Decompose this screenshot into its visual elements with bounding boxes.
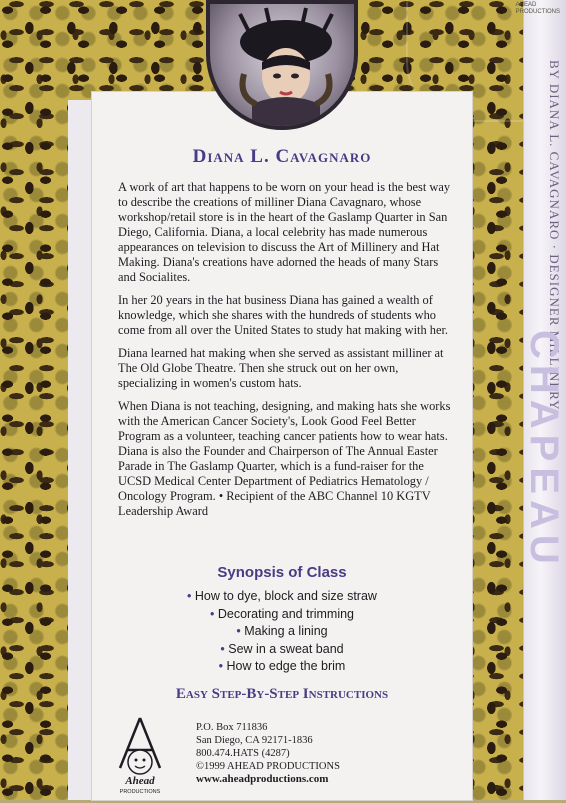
logo-icon <box>112 716 168 798</box>
copyright: ©1999 AHEAD PRODUCTIONS <box>196 761 340 772</box>
left-strip <box>68 100 92 800</box>
synopsis-list <box>92 588 472 676</box>
spine-big-title: CHAPEAU <box>522 330 566 570</box>
spine-corner-label: AHEAD PRODUCTIONS <box>515 2 560 15</box>
bio-paragraph: When Diana is not teaching, designing, and making hats she works with the American Cancer Society's, Look Good Feel Better Program as a volunteer, teaching cancer patients how to wear hats. Diana is also the Founder and Chairperson of The Annual Easter Parade in The Gaslamp Quarter, which is a fund-raiser for the UCSD Medical Center Department of Pediatrics Hematology / Oncology Program. • Recipient of the ABC Channel 10 KGTV Leadership Award <box>118 399 451 518</box>
spine-title: BY DIANA L. CAVAGNARO · DESIGNER MILLINERY <box>547 60 562 411</box>
synopsis-item: • How to edge the brim <box>92 658 472 676</box>
page-title: Diana L. Cavagnaro <box>192 146 372 167</box>
po-box: P.O. Box 711836 <box>196 722 268 733</box>
contact-info <box>196 721 456 786</box>
portrait-photo <box>206 0 358 130</box>
city-line: San Diego, CA 92171-1836 <box>196 735 313 746</box>
synopsis-item: • How to dye, block and size straw <box>92 588 472 606</box>
bio-paragraph: In her 20 years in the hat business Diana has gained a wealth of knowledge, which she shares with the hundreds of students who come from all over the United States to study hat making with her. <box>118 293 449 337</box>
bio-text <box>118 180 458 527</box>
phone: 800.474.HATS (4287) <box>196 748 290 759</box>
logo-sub: PRODUCTIONS <box>119 789 161 795</box>
synopsis-item: • Making a lining <box>92 623 472 641</box>
logo-name: Ahead <box>125 775 155 787</box>
bio-paragraph: Diana learned hat making when she served as assistant milliner at The Old Globe Theatre. Then she struck out on her own, specializing in women's custom hats. <box>118 346 444 390</box>
bio-paragraph: A work of art that happens to be worn on your head is the best way to describe the creations of milliner Diana Cavagnaro, whose workshop/retail store is in the heart of the Gaslamp Quarter in San Diego, California. Diana, a local celebrity has made numerous appearances on television to discuss the Art of Millinery and Hat Making. Diana's creations have adorned the heads of many Stars and Socialites. <box>118 180 451 284</box>
ahead-productions-logo <box>112 716 168 798</box>
website-link[interactable]: www.aheadproductions.com <box>196 773 329 785</box>
tagline: Easy Step-By-Step Instructions <box>175 686 389 702</box>
synopsis-item: • Decorating and trimming <box>92 606 472 624</box>
synopsis-item: • Sew in a sweat band <box>92 641 472 659</box>
synopsis-title: Synopsis of Class <box>217 564 347 581</box>
portrait-illustration <box>210 4 358 130</box>
dvd-spine <box>515 0 566 800</box>
